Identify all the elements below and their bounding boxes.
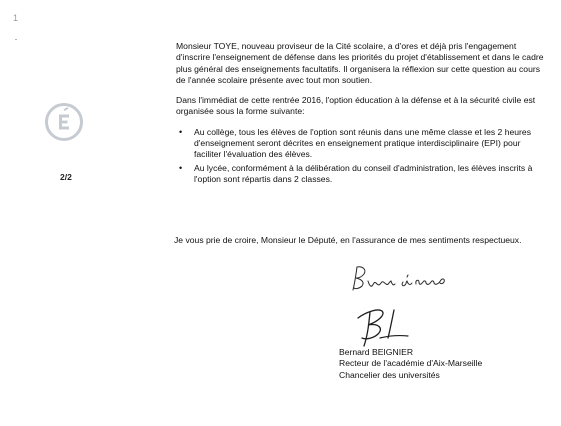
marianne-e-logo-icon (44, 102, 84, 142)
corner-mark: 1 (13, 13, 19, 23)
letter-body (176, 41, 546, 195)
bullet-college: • Au collège, tous les élèves de l'option sont réunis dans une même classe et les 2 heures d'enseignement seront décrites en enseignement pratique interdisciplinaire (EPI) pour faciliter l'évaluation des élèves. (176, 127, 546, 161)
signatory-subtitle: Chancelier des universités (339, 369, 440, 380)
handwritten-closing (348, 262, 448, 296)
signatory-title: Recteur de l'académie d'Aix-Marseille (339, 358, 483, 369)
paragraph-proviseur: Monsieur TOYE, nouveau proviseur de la Cité scolaire, a d'ores et déjà pris l'engagement d'inscrire l'enseignement de défense dans les priorités du projet d'établissement et dans le cadre plus général des enseignements facultatifs. Il organisera la réflexion sur cette question au cours de l'année scolaire présente avec tout mon soutien. (176, 41, 544, 85)
page-number: 2/2 (60, 172, 72, 182)
signature (352, 298, 412, 354)
signatory-name: Bernard BEIGNIER (339, 347, 414, 357)
corner-dot (15, 39, 17, 40)
bullet-lycee: • Au lycée, conformément à la délibération du conseil d'administration, les élèves inscrits à l'option sont répartis dans 2 classes. (176, 163, 546, 186)
paragraph-rentree: Dans l'immédiat de cette rentrée 2016, l'option éducation à la défense et à la sécurité civile est organisée sous la forme suivante: (176, 95, 536, 117)
closing-formula: Je vous prie de croire, Monsieur le Député, en l'assurance de mes sentiments respectueux. (174, 235, 522, 245)
bullet-list (176, 127, 546, 185)
signatory-block (339, 347, 482, 381)
